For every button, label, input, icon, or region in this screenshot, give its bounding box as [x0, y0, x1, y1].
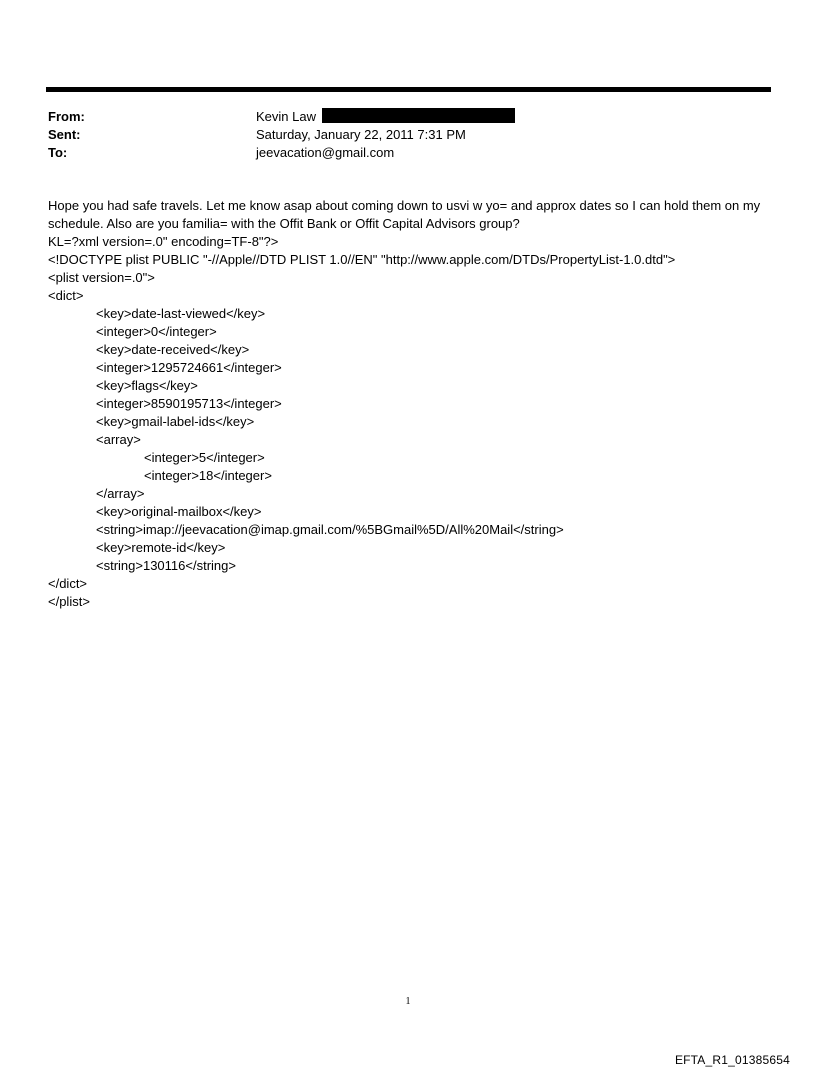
message-paragraph: Hope you had safe travels. Let me know asap about coming down to usvi w yo= and approx dates so I can hold them on my schedule. Also are you familia= with the Offit Bank or Offit Capital Advisors group?	[48, 198, 761, 231]
plist-line: <key>date-last-viewed</key>	[96, 306, 266, 321]
plist-line: <key>gmail-label-ids</key>	[96, 414, 255, 429]
document-id: EFTA_R1_01385654	[674, 1053, 790, 1067]
plist-line: KL=?xml version=.0" encoding=TF-8"?>	[48, 234, 279, 249]
from-label: From:	[48, 109, 85, 124]
header-rule	[46, 87, 771, 92]
page-number: 1	[405, 996, 411, 1007]
sent-value: Saturday, January 22, 2011 7:31 PM	[256, 127, 466, 142]
plist-line: <dict>	[48, 288, 84, 303]
plist-line: </plist>	[48, 594, 90, 609]
email-header	[48, 108, 768, 162]
from-row	[48, 108, 768, 126]
plist-line: <key>date-received</key>	[96, 342, 250, 357]
email-body	[48, 197, 773, 611]
plist-line: <integer>0</integer>	[96, 324, 217, 339]
to-row	[48, 144, 768, 162]
sent-label: Sent:	[48, 127, 81, 142]
plist-line: <integer>18</integer>	[144, 468, 272, 483]
from-value	[256, 108, 515, 126]
plist-line: <key>original-mailbox</key>	[96, 504, 262, 519]
redaction-box	[322, 108, 515, 123]
plist-line: </array>	[96, 486, 145, 501]
plist-line: <integer>1295724661</integer>	[96, 360, 282, 375]
plist-line: <integer>8590195713</integer>	[96, 396, 282, 411]
sent-row	[48, 126, 768, 144]
plist-line: <string>130116</string>	[96, 558, 236, 573]
plist-line: </dict>	[48, 576, 88, 591]
plist-line: <integer>5</integer>	[144, 450, 265, 465]
to-label: To:	[48, 145, 68, 160]
plist-line: <!DOCTYPE plist PUBLIC "-//Apple//DTD PLIST 1.0//EN" "http://www.apple.com/DTDs/PropertyList-1.0.dtd">	[48, 252, 676, 267]
plist-line: <key>remote-id</key>	[96, 540, 226, 555]
plist-line: <plist version=.0">	[48, 270, 155, 285]
plist-line: <string>imap://jeevacation@imap.gmail.com/%5BGmail%5D/All%20Mail</string>	[96, 522, 564, 537]
plist-line: <key>flags</key>	[96, 378, 198, 393]
sender-name: Kevin Law	[256, 109, 316, 124]
plist-line: <array>	[96, 432, 141, 447]
to-value: jeevacation@gmail.com	[256, 145, 395, 160]
